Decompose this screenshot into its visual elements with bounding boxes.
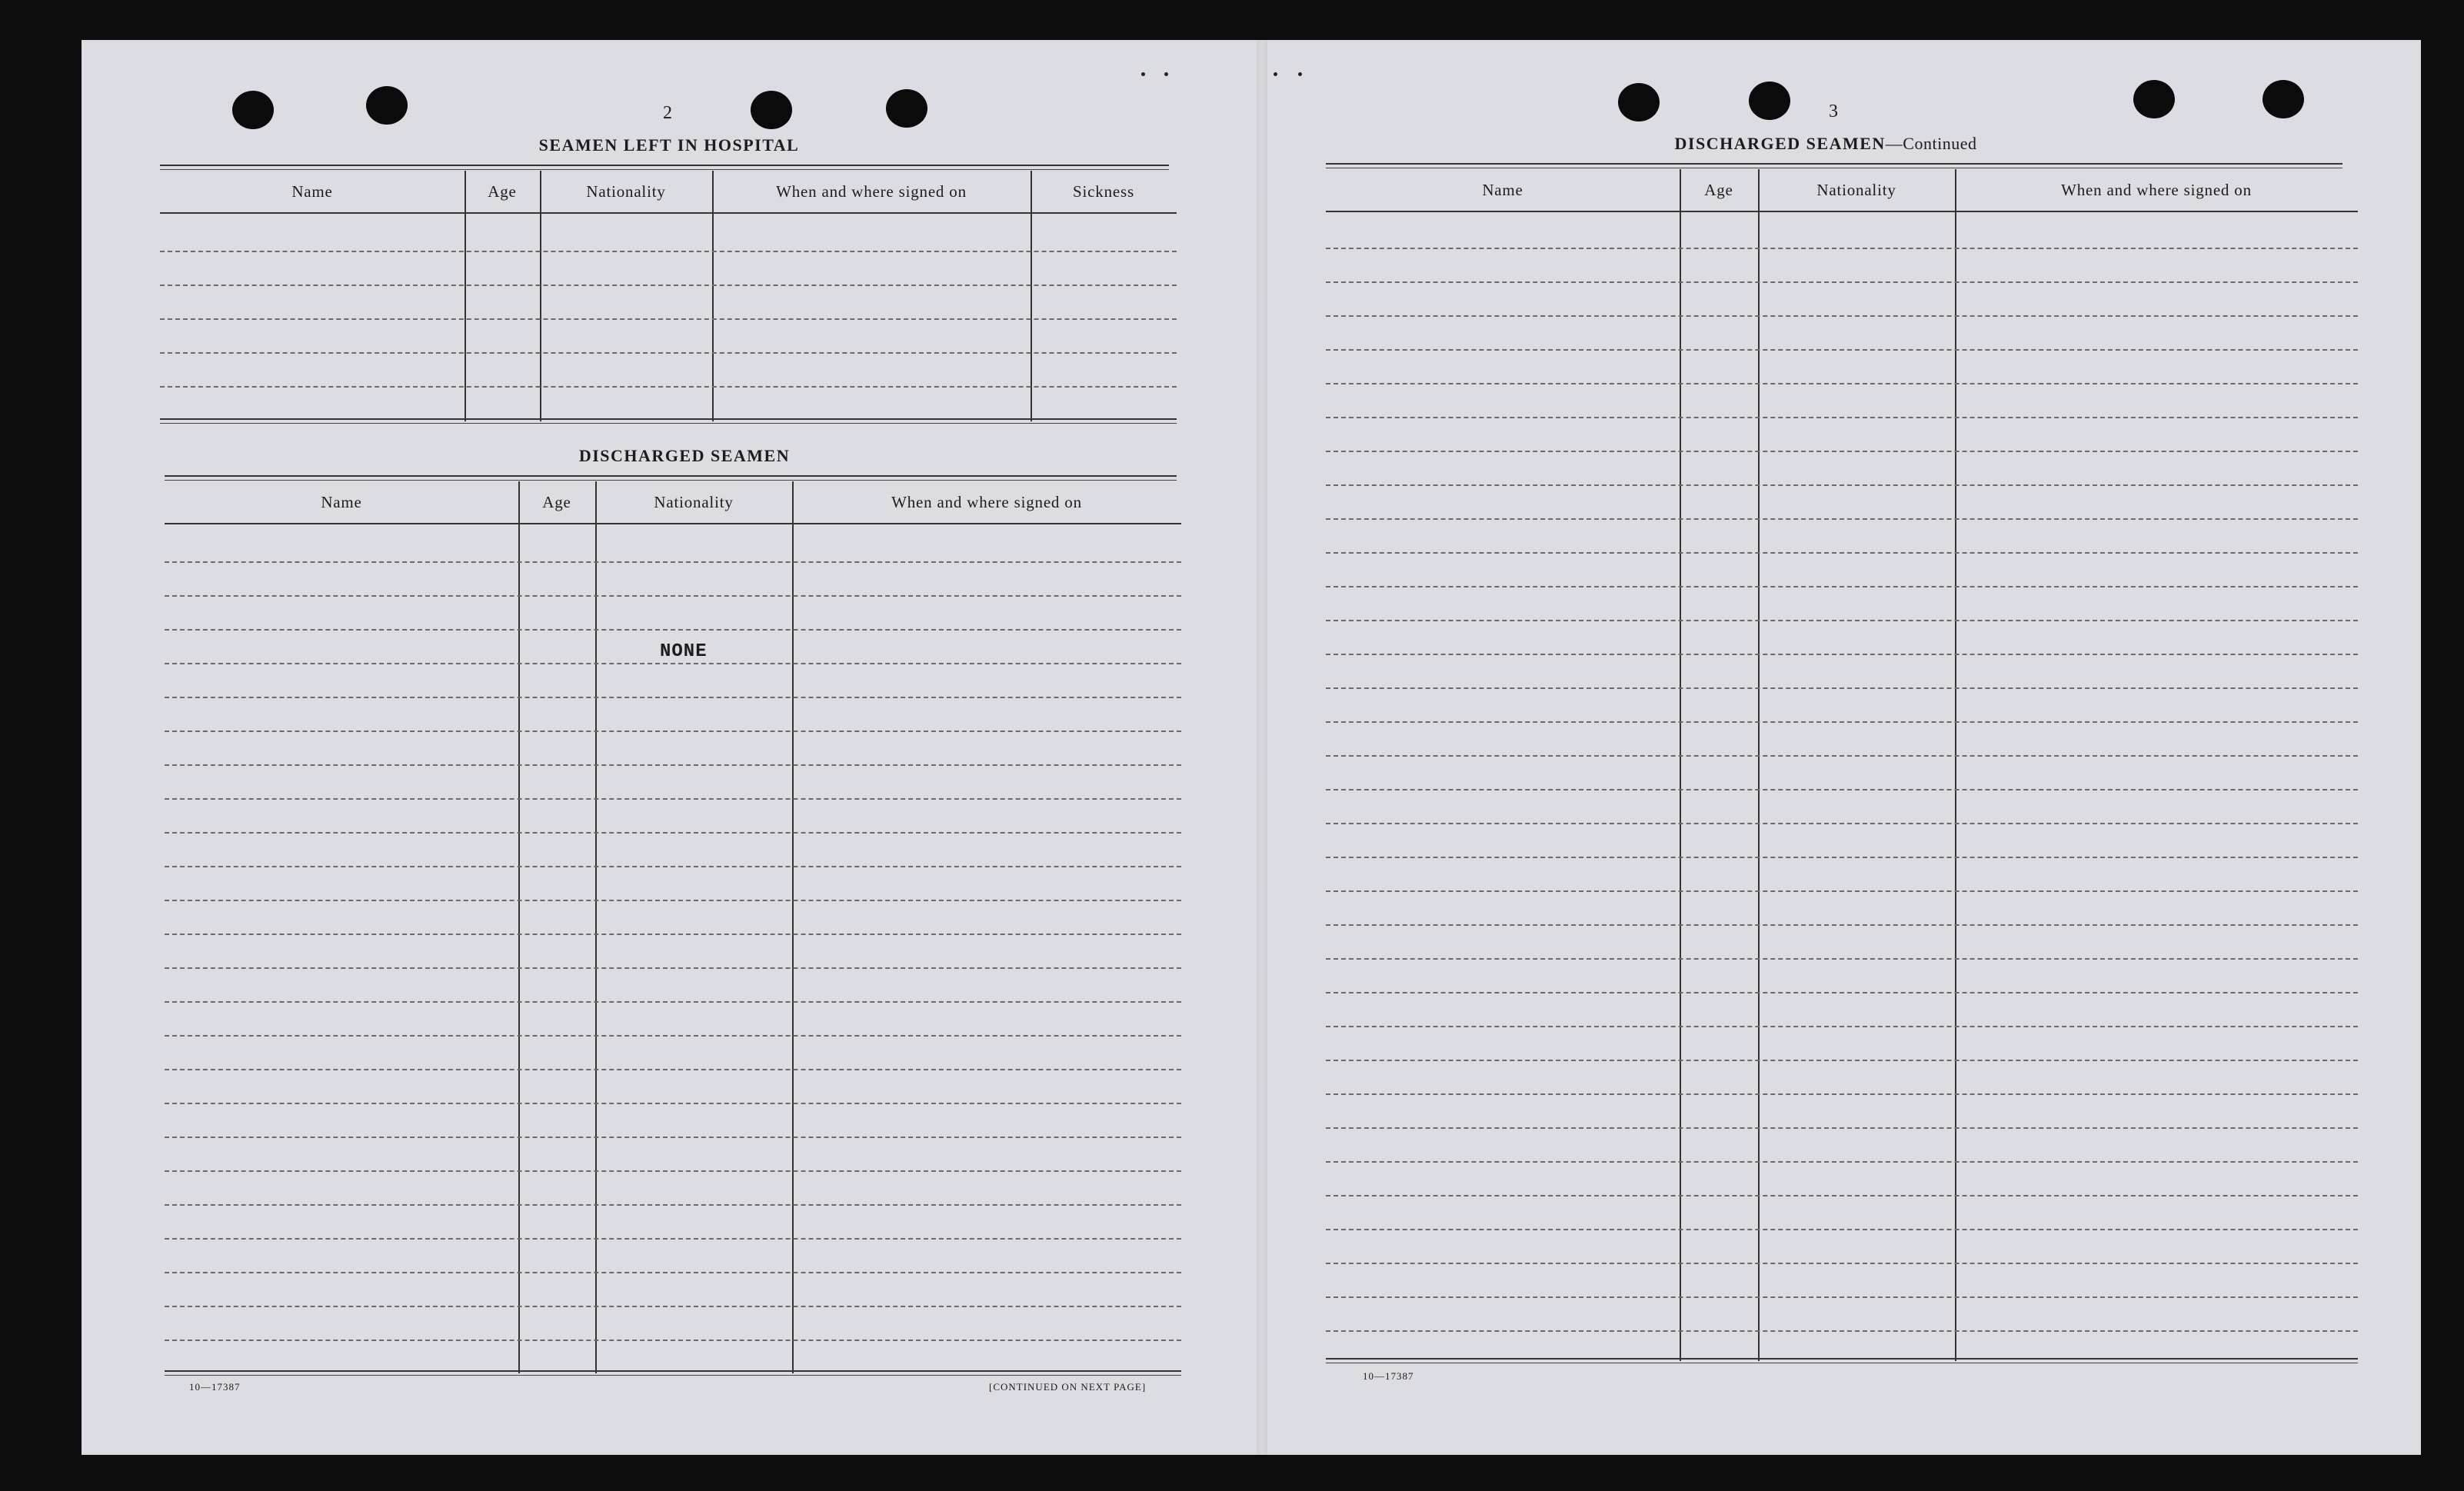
row-line	[165, 832, 1181, 834]
row-line	[165, 663, 1181, 664]
row-line	[1326, 586, 2358, 587]
punch-hole	[2133, 80, 2175, 118]
column-divider	[792, 481, 794, 1373]
row-line	[165, 900, 1181, 901]
column-header-name: Name	[160, 171, 464, 214]
row-line	[1326, 1060, 2358, 1061]
punch-hole	[2263, 80, 2304, 118]
row-line	[1326, 383, 2358, 384]
row-line	[1326, 417, 2358, 418]
row-line	[160, 352, 1177, 354]
row-line	[160, 318, 1177, 320]
row-line	[165, 866, 1181, 867]
speck	[1141, 72, 1145, 76]
row-line	[160, 386, 1177, 388]
column-header-nationality: Nationality	[595, 481, 792, 524]
row-line	[1326, 924, 2358, 926]
row-line	[165, 595, 1181, 597]
row-line	[1326, 654, 2358, 655]
row-line	[165, 934, 1181, 935]
punch-hole	[1618, 83, 1660, 121]
row-line	[165, 1069, 1181, 1070]
row-line	[1326, 1263, 2358, 1264]
row-line	[160, 251, 1177, 252]
row-line	[165, 1103, 1181, 1104]
row-line	[165, 1204, 1181, 1206]
continued-note: [CONTINUED ON NEXT PAGE]	[989, 1381, 1147, 1393]
row-line	[165, 1170, 1181, 1172]
row-line	[160, 285, 1177, 286]
punch-hole	[886, 89, 927, 128]
column-header-sickness: Sickness	[1031, 171, 1177, 214]
row-line	[1326, 349, 2358, 351]
typed-none-entry: NONE	[660, 641, 708, 662]
column-divider	[518, 481, 520, 1373]
row-line	[1326, 1229, 2358, 1230]
section-title-suffix: —Continued	[1885, 134, 1977, 153]
row-line	[1326, 755, 2358, 757]
row-line	[1326, 687, 2358, 689]
row-line	[165, 629, 1181, 631]
row-line	[1326, 518, 2358, 520]
row-line	[165, 1272, 1181, 1273]
row-line	[1326, 1296, 2358, 1298]
section-rule	[160, 165, 1169, 170]
row-line	[165, 1035, 1181, 1037]
row-line	[1326, 992, 2358, 993]
speck	[1164, 72, 1168, 76]
column-header-name: Name	[1326, 169, 1680, 212]
row-line	[165, 731, 1181, 732]
row-line	[1326, 552, 2358, 554]
row-line	[165, 798, 1181, 800]
table-bottom-rule	[160, 418, 1177, 424]
page-fold	[1257, 40, 1267, 1455]
column-divider	[1031, 171, 1032, 421]
column-divider	[540, 171, 541, 421]
page-number: 3	[1829, 102, 1838, 121]
column-header-nationality: Nationality	[540, 171, 712, 214]
punch-hole	[751, 91, 792, 129]
discharged-section-title: DISCHARGED SEAMEN	[578, 446, 791, 465]
column-header-age: Age	[464, 171, 540, 214]
column-header-nationality: Nationality	[1758, 169, 1955, 212]
row-line	[1326, 1161, 2358, 1163]
punch-hole	[366, 86, 408, 125]
row-line	[165, 1306, 1181, 1307]
table-bottom-rule	[1326, 1358, 2358, 1363]
row-line	[1326, 789, 2358, 790]
discharged-table	[165, 481, 1181, 1376]
row-line	[165, 1340, 1181, 1341]
column-divider	[1955, 169, 1956, 1361]
column-header-signed-on: When and where signed on	[792, 481, 1181, 524]
row-line	[1326, 620, 2358, 621]
column-divider	[712, 171, 714, 421]
row-line	[165, 561, 1181, 563]
row-line	[1326, 958, 2358, 960]
column-divider	[464, 171, 466, 421]
punch-hole	[1749, 82, 1790, 120]
discharged-continued-title	[1626, 134, 2026, 154]
row-line	[1326, 281, 2358, 283]
punch-hole	[232, 91, 274, 129]
column-header-age: Age	[518, 481, 595, 524]
discharged-continued-table	[1326, 169, 2358, 1364]
column-divider	[595, 481, 597, 1373]
table-bottom-rule	[165, 1370, 1181, 1376]
row-line	[1326, 1330, 2358, 1332]
form-number: 10—17387	[189, 1381, 241, 1393]
page-number: 2	[663, 103, 672, 123]
row-line	[165, 1001, 1181, 1003]
column-header-age: Age	[1680, 169, 1758, 212]
row-line	[165, 764, 1181, 766]
row-line	[1326, 823, 2358, 824]
section-title-text: DISCHARGED SEAMEN	[1674, 134, 1886, 153]
form-number: 10—17387	[1363, 1370, 1414, 1382]
row-line	[1326, 315, 2358, 317]
column-divider	[1680, 169, 1681, 1361]
row-line	[1326, 721, 2358, 723]
section-rule	[165, 475, 1177, 481]
speck	[1274, 72, 1277, 76]
row-line	[1326, 1127, 2358, 1129]
row-line	[1326, 1093, 2358, 1095]
row-line	[165, 1137, 1181, 1138]
row-line	[1326, 484, 2358, 486]
speck	[1298, 72, 1302, 76]
row-line	[1326, 248, 2358, 249]
row-line	[1326, 857, 2358, 858]
row-line	[1326, 1195, 2358, 1196]
row-line	[1326, 890, 2358, 892]
section-rule	[1326, 163, 2342, 168]
row-line	[165, 697, 1181, 698]
hospital-table	[160, 171, 1177, 424]
row-line	[1326, 1026, 2358, 1027]
row-line	[165, 967, 1181, 969]
row-line	[1326, 451, 2358, 452]
column-header-name: Name	[165, 481, 518, 524]
column-header-signed-on: When and where signed on	[1955, 169, 2358, 212]
hospital-section-title: SEAMEN LEFT IN HOSPITAL	[538, 135, 800, 155]
column-header-signed-on: When and where signed on	[712, 171, 1031, 214]
column-divider	[1758, 169, 1760, 1361]
row-line	[165, 1238, 1181, 1240]
